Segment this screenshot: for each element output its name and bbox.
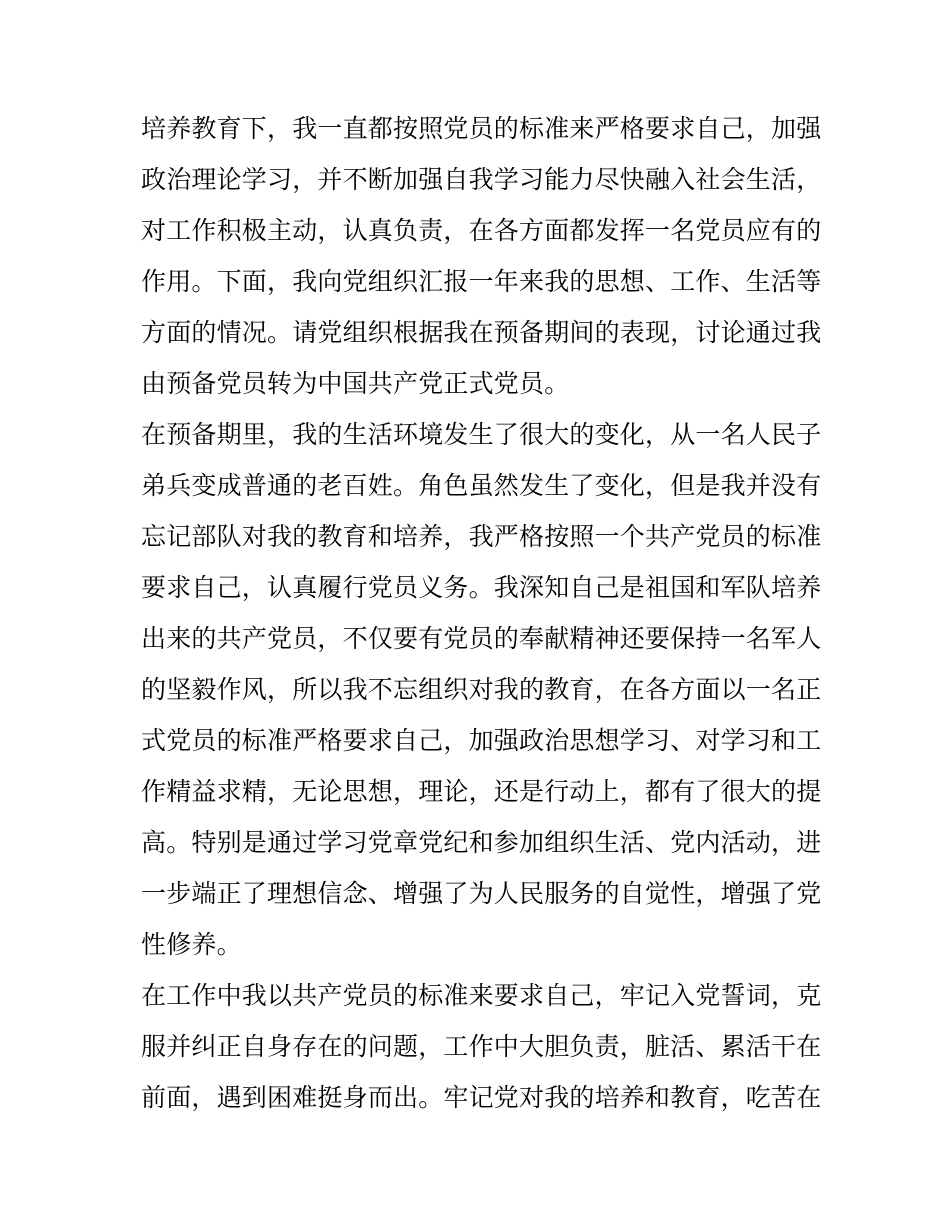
text-line: 前面，遇到困难挺身而出。牢记党对我的培养和教育，吃苦在 [141, 1083, 822, 1112]
text-line: 作用。下面，我向党组织汇报一年来我的思想、工作、生活等 [141, 267, 822, 296]
text-line: 出来的共产党员，不仅要有党员的奉献精神还要保持一名军人 [141, 624, 822, 653]
text-line: 作精益求精，无论思想，理论，还是行动上，都有了很大的提 [141, 777, 822, 806]
text-line: 忘记部队对我的教育和培养，我严格按照一个共产党员的标准 [141, 522, 822, 551]
text-line: 培养教育下，我一直都按照党员的标准来严格要求自己，加强 [141, 114, 822, 143]
text-line: 政治理论学习，并不断加强自我学习能力尽快融入社会生活， [141, 165, 822, 194]
paragraph-2 [141, 409, 821, 970]
text-line: 对工作积极主动，认真负责，在各方面都发挥一名党员应有的 [141, 216, 822, 245]
paragraph-3 [141, 970, 821, 1123]
text-line: 式党员的标准严格要求自己，加强政治思想学习、对学习和工 [141, 726, 822, 755]
text-line: 一步端正了理想信念、增强了为人民服务的自觉性，增强了党 [141, 879, 822, 908]
text-line: 要求自己，认真履行党员义务。我深知自己是祖国和军队培养 [141, 573, 822, 602]
text-line: 方面的情况。请党组织根据我在预备期间的表现，讨论通过我 [141, 318, 822, 347]
text-line: 高。特别是通过学习党章党纪和参加组织生活、党内活动，进 [141, 828, 822, 857]
text-line: 性修养。 [141, 930, 242, 959]
document-body [141, 103, 821, 1123]
text-line: 弟兵变成普通的老百姓。角色虽然发生了变化，但是我并没有 [141, 471, 822, 500]
text-line: 服并纠正自身存在的问题，工作中大胆负责，脏活、累活干在 [141, 1032, 822, 1061]
text-line: 由预备党员转为中国共产党正式党员。 [141, 369, 570, 398]
paragraph-1 [141, 103, 821, 409]
text-line: 在预备期里，我的生活环境发生了很大的变化，从一名人民子 [141, 420, 822, 449]
text-line: 的坚毅作风，所以我不忘组织对我的教育，在各方面以一名正 [141, 675, 822, 704]
text-line: 在工作中我以共产党员的标准来要求自己，牢记入党誓词，克 [141, 981, 822, 1010]
